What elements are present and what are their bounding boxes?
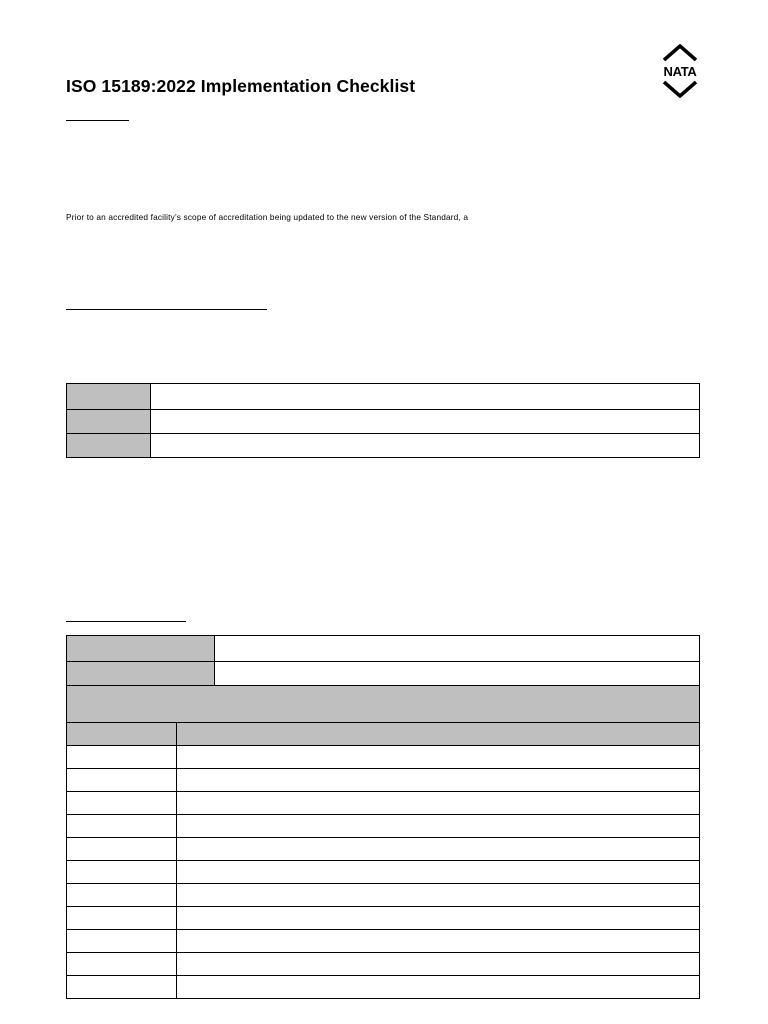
clause-cell[interactable] [67, 930, 177, 953]
response-cell[interactable] [177, 838, 700, 861]
clause-cell[interactable] [67, 861, 177, 884]
column-header-cell [177, 723, 700, 746]
clause-cell[interactable] [67, 769, 177, 792]
heading-underline-2 [66, 309, 267, 310]
clause-cell[interactable] [67, 815, 177, 838]
table-row [67, 410, 700, 434]
table-row [67, 907, 700, 930]
clause-cell[interactable] [67, 838, 177, 861]
response-cell[interactable] [177, 930, 700, 953]
clause-cell[interactable] [67, 976, 177, 999]
response-cell[interactable] [177, 861, 700, 884]
table-row [67, 792, 700, 815]
table-label-cell [67, 636, 215, 662]
response-cell[interactable] [177, 884, 700, 907]
table-label-cell [67, 434, 151, 458]
table-input-cell[interactable] [215, 662, 700, 686]
clause-cell[interactable] [67, 907, 177, 930]
clause-cell[interactable] [67, 746, 177, 769]
table-row [67, 861, 700, 884]
clause-cell[interactable] [67, 953, 177, 976]
table-row [67, 434, 700, 458]
clause-cell[interactable] [67, 884, 177, 907]
response-cell[interactable] [177, 792, 700, 815]
table-row [67, 662, 700, 686]
response-cell[interactable] [177, 976, 700, 999]
checklist-table [66, 722, 700, 999]
table-input-cell[interactable] [151, 410, 700, 434]
table-label-cell [67, 384, 151, 410]
clause-cell[interactable] [67, 792, 177, 815]
response-cell[interactable] [177, 953, 700, 976]
nata-logo-text: NATA [663, 64, 697, 79]
table-section-header [67, 686, 700, 723]
table-row [67, 636, 700, 662]
response-cell[interactable] [177, 907, 700, 930]
table-row [67, 769, 700, 792]
heading-underline-3 [66, 621, 186, 622]
intro-paragraph: Prior to an accredited facility’s scope of accreditation being updated to the new version of the Standard, a [66, 212, 469, 222]
table-row [67, 976, 700, 999]
response-cell[interactable] [177, 769, 700, 792]
table-label-cell [67, 410, 151, 434]
heading-underline-1 [66, 120, 129, 121]
facility-details-table [66, 383, 700, 458]
table-section-header-row [67, 686, 700, 723]
page-title: ISO 15189:2022 Implementation Checklist [66, 76, 416, 96]
response-cell[interactable] [177, 746, 700, 769]
column-header-cell [67, 723, 177, 746]
table-input-cell[interactable] [215, 636, 700, 662]
table-row [67, 815, 700, 838]
table-row [67, 384, 700, 410]
table-input-cell[interactable] [151, 434, 700, 458]
table-row [67, 838, 700, 861]
table-row [67, 930, 700, 953]
table-row [67, 953, 700, 976]
table-label-cell [67, 662, 215, 686]
table-column-header-row [67, 723, 700, 746]
nata-logo [656, 44, 704, 98]
table-row [67, 746, 700, 769]
checklist-header-table [66, 635, 700, 723]
response-cell[interactable] [177, 815, 700, 838]
table-input-cell[interactable] [151, 384, 700, 410]
table-row [67, 884, 700, 907]
